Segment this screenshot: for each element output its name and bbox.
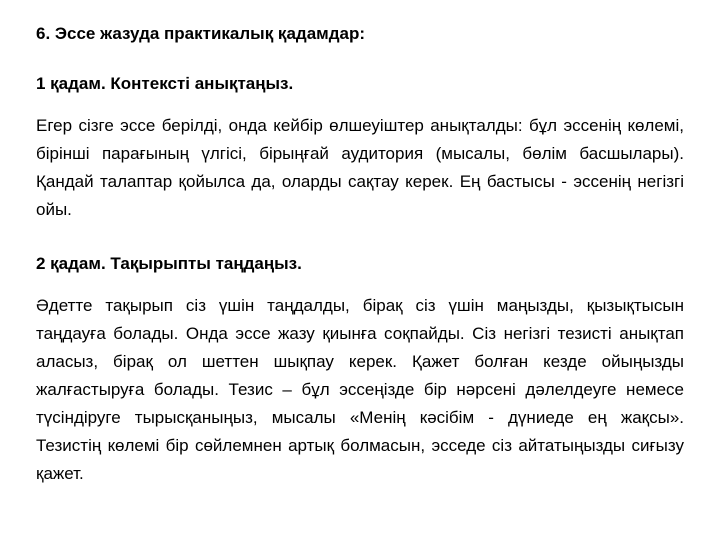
step-2-body: Әдетте тақырып сіз үшін таңдалды, бірақ сіз үшін маңызды, қызықтысын таңдауға болады. Онда эссе жазу қиынға соқпайды. Сіз негізгі тезисті анықтап аласыз, бірақ ол шеттен шықпау керек. Қажет болған кезде ойыңызды жалғастыруға болады. Тезис – бұл эссеңізде бір нәрсені дәлелдеуге немесе түсіндіруге тырысқаныңыз, мысалы «Менің кәсібім - дүниеде ең жақсы». Тезистің көлемі бір сөйлемнен артық болмасын, эсседе сіз айтатыңызды сиғызу қажет. — [36, 296, 684, 483]
slide-title: 6. Эссе жазуда практикалық қадамдар: — [36, 24, 366, 43]
section-step-2 — [36, 250, 684, 488]
step-2-heading: 2 қадам. Тақырыпты таңдаңыз. — [36, 254, 302, 273]
step-1-heading: 1 қадам. Контексті анықтаңыз. — [36, 74, 294, 93]
step-1-body: Егер сізге эссе берілді, онда кейбір өлшеуіштер анықталды: бұл эссенің көлемі, бірінші парағының үлгісі, бірыңғай аудитория (мысалы, бөлім басшылары). Қандай талаптар қойылса да, оларды сақтау керек. Ең бастысы - эссенің негізгі ойы. — [36, 116, 684, 219]
section-step-1 — [36, 70, 684, 224]
